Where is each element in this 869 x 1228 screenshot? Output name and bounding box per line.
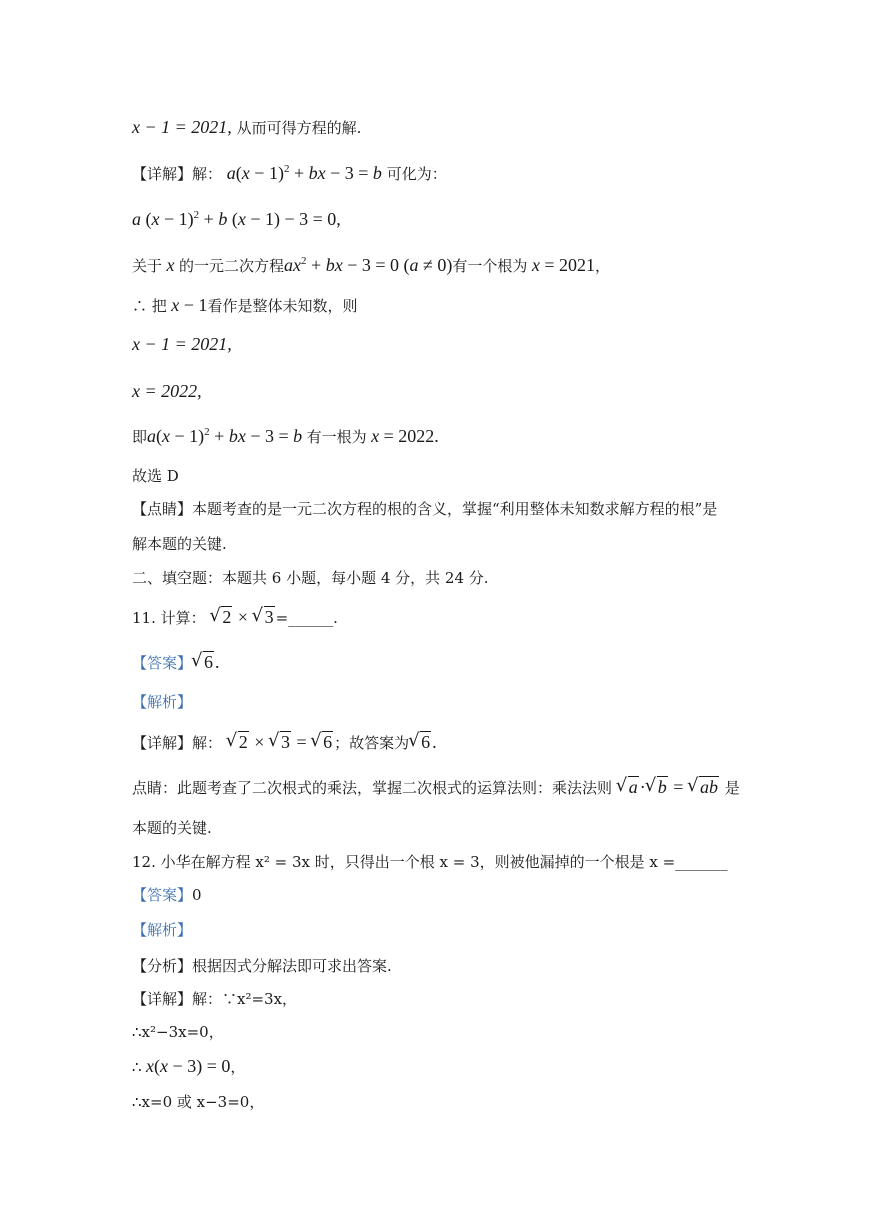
equation: x − 1 = 2021, [132,117,232,137]
detail-line-11: 【详解】解： √ 2 × √ 3 = √ 6 ；故答案为√ 6 . [132,731,437,754]
text: ；故答案为 [334,734,410,752]
comment-line-3: 点睛：此题考查了二次根式的乘法，掌握二次根式的运算法则：乘法法则 √ a ·√ b = √ ab 是 [132,776,740,799]
step-line-1: ∴x²−3x=0， [132,1023,224,1041]
text: 看作是整体未知数，则 [207,297,358,315]
text: 点睛：此题考查了二次根式的乘法，掌握二次根式的运算法则：乘法法则 [132,779,613,797]
text: ， [595,257,611,275]
analysis-line: 【分析】根据因式分解法即可求出答案. [132,957,392,975]
text: 是 [724,779,740,797]
text: 有一个根为 [452,257,528,275]
text: 可化为： [386,165,447,183]
text: 即 [132,428,148,446]
conclusion-line: 即$a(x - 1)^2$ + bx − 3 = b 有一根为 x = 2022. [132,426,439,446]
question-11: 11. 计算： √ 2 × √ 3 =______. [132,606,338,629]
step-line-2: ∴ x(x − 3) = 0， [132,1056,246,1076]
detail-line-12: 【详解】解：∵x²=3x， [132,990,298,1008]
answer-value: 0 [192,886,202,904]
text: 有一根为 [306,428,367,446]
detail-tag: 【详解】解： [132,734,223,752]
answer-choice: 故选 D [132,467,179,485]
equation-original: $a(x - 1)^2$ + bx − 3 = b [226,163,382,183]
equation-x-minus-1: x − 1 = 2021, [132,334,232,354]
equation-x: x = 2022, [132,381,202,401]
answer-tag: 【答案】 [132,886,193,904]
text: ∴ [132,1058,142,1076]
comment-line-4: 本题的关键. [132,819,212,837]
text: ， [230,1058,246,1076]
detail-tag: 【详解】解： [132,165,223,183]
analysis-tag-12: 【解析】 [132,921,193,939]
section-heading: 二、填空题：本题共 6 小题，每小题 4 分，共 24 分. [132,569,489,587]
text: 的一元二次方程 [179,257,285,275]
therefore-line: ∴ 把 x − 1看作是整体未知数，则 [132,295,358,315]
analysis-tag: 【解析】 [132,693,193,711]
answer-tag: 【答案】 [132,654,193,672]
text: 从而可得方程的解. [231,119,362,137]
comment-line-1: 【点睛】本题考查的是一元二次方程的根的含义，掌握“利用整体未知数求解方程的根”是 [132,500,718,518]
question-12: 12. 小华在解方程 x² = 3x 时，只得出一个根 x = 3，则被他漏掉的一个根是 x =_______ [132,853,728,871]
equation-transformed: a $(x - 1)^2 + b$ (x − 1) − 3 = 0, [132,209,341,229]
answer-blank: =______. [275,609,338,627]
text: 关于 [132,257,163,275]
comment-line-2: 解本题的关键. [132,535,227,553]
text: ∴ 把 [132,297,167,315]
solution-line-1 [132,116,361,139]
step-line-3: ∴x=0 或 x−3=0， [132,1093,265,1111]
detail-line [132,162,447,185]
answer-line-12 [132,884,202,906]
answer-line: 【答案】√ 6 . [132,651,220,674]
question-number: 11. 计算： [132,609,206,627]
root-statement: 关于 x 的一元二次方程$ax^2$ + bx − 3 = 0 (a ≠ 0)有一个根为 x = 2021， [132,255,611,275]
